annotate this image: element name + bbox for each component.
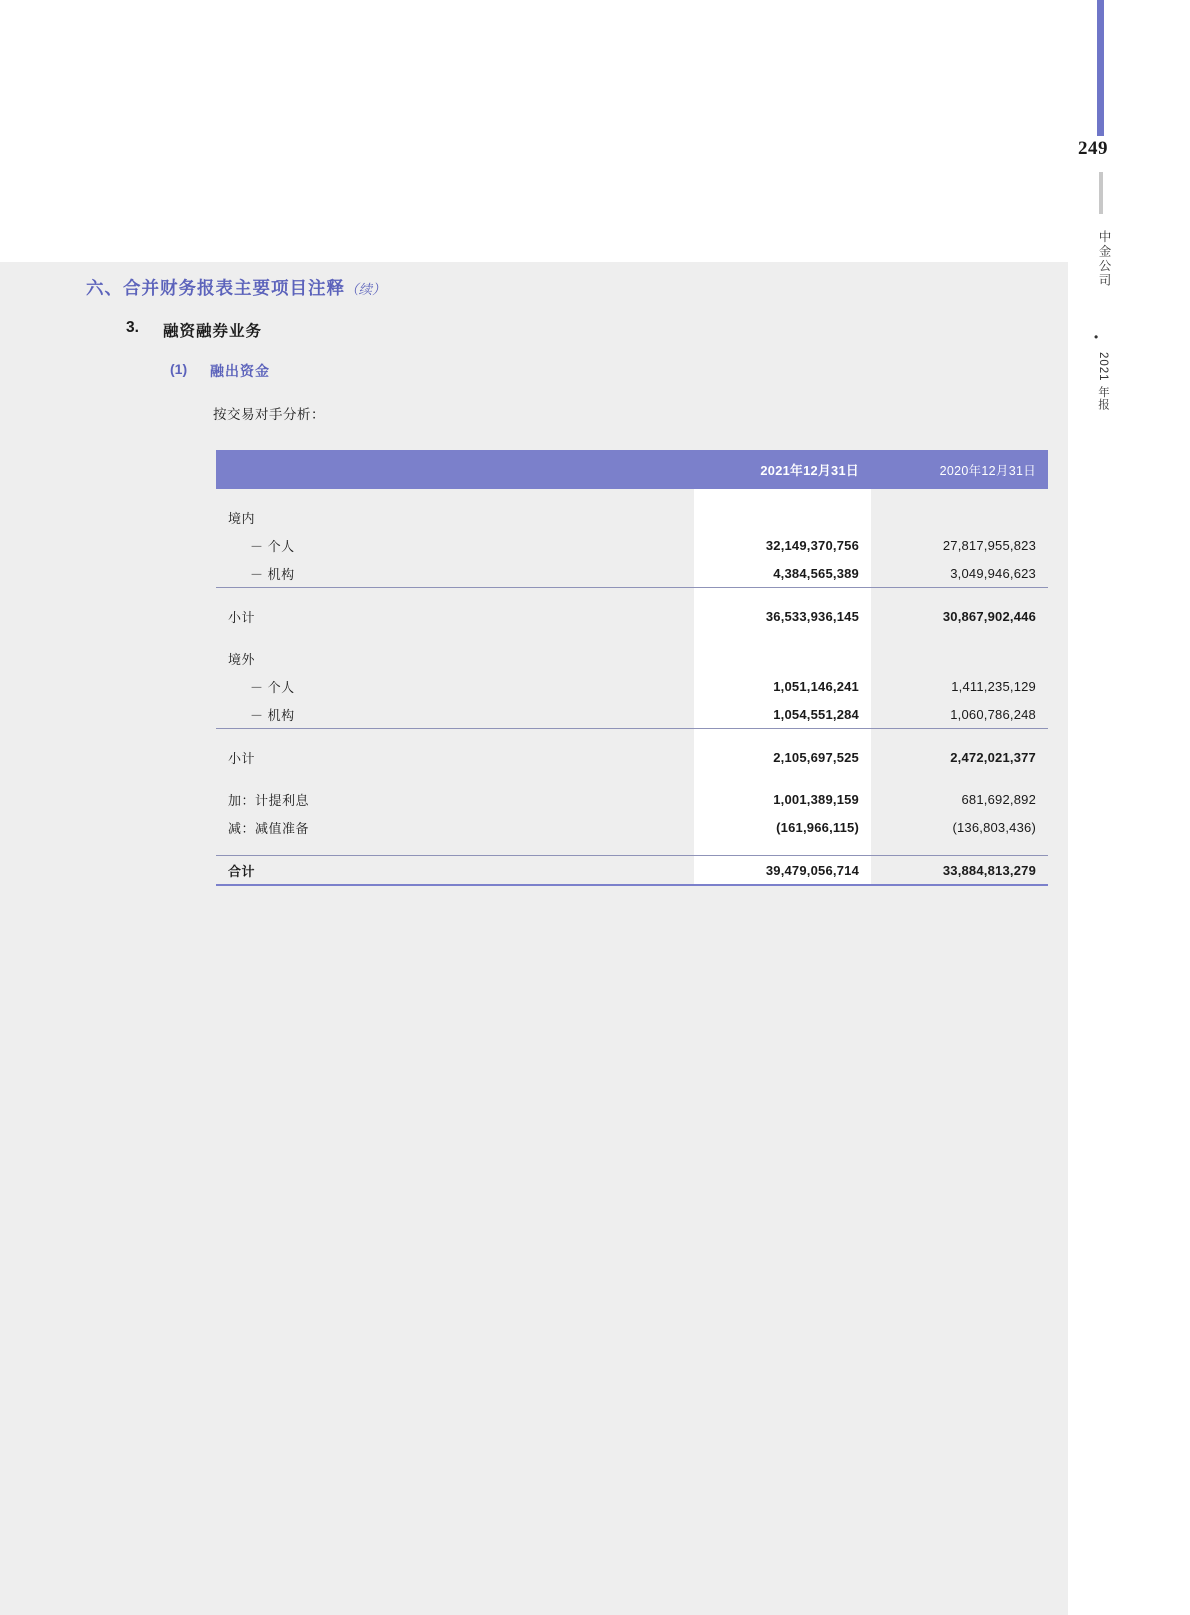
- row-value-2020: (136,803,436): [952, 819, 1036, 835]
- table-row: [216, 856, 1048, 886]
- spacer-cell: [694, 841, 871, 856]
- spacer-cell: [871, 630, 1048, 644]
- spacer-cell: [871, 588, 1048, 603]
- spacer-cell: [871, 489, 1048, 503]
- table-spacer-row: [216, 729, 1048, 744]
- row-value-2020: [871, 644, 1048, 672]
- spacer-cell: [694, 588, 871, 603]
- row-label: 合计: [216, 856, 694, 886]
- row-value-2021: (161,966,115): [694, 813, 871, 841]
- row-value-2020: 30,867,902,446: [942, 608, 1036, 624]
- spacer-cell: [694, 729, 871, 744]
- table-row: [216, 602, 1048, 630]
- table-row: [216, 813, 1048, 841]
- spacer-cell: [694, 489, 871, 503]
- row-value-2021: 36,533,936,145: [694, 602, 871, 630]
- table-row: [216, 700, 1048, 729]
- row-value-2020: 681,692,892: [961, 791, 1036, 807]
- table-spacer-row: [216, 841, 1048, 856]
- financial-table-wrapper: [216, 450, 1048, 886]
- row-value-2020: 27,817,955,823: [942, 537, 1036, 553]
- row-label: 减：减值准备: [228, 820, 310, 836]
- row-label: － 机构: [216, 559, 694, 588]
- spacer-cell: [216, 729, 694, 744]
- row-value-2021: 32,149,370,756: [694, 531, 871, 559]
- table-body: [216, 489, 1048, 885]
- spacer-cell: [871, 771, 1048, 785]
- row-label: 小计: [228, 609, 256, 625]
- row-value-2021: 4,384,565,389: [694, 559, 871, 588]
- section-heading-continued: （续）: [345, 282, 386, 297]
- row-value-2020: 1,060,786,248: [871, 700, 1048, 729]
- spacer-cell: [216, 630, 694, 644]
- row-label: － 机构: [216, 700, 694, 729]
- table-row: [216, 672, 1048, 700]
- side-company-label: 中金公司: [1097, 230, 1111, 288]
- table-row: [216, 531, 1048, 559]
- spacer-cell: [694, 630, 871, 644]
- table-row: [216, 559, 1048, 588]
- table-spacer-row: [216, 489, 1048, 503]
- table-spacer-row: [216, 588, 1048, 603]
- row-value-2021: [694, 644, 871, 672]
- side-separator: •: [1094, 330, 1099, 344]
- edge-accent-bar: [1097, 0, 1104, 136]
- table-spacer-row: [216, 630, 1048, 644]
- section-heading: [86, 275, 386, 300]
- row-value-2021: [694, 503, 871, 531]
- spacer-cell: [871, 841, 1048, 856]
- item-title: 融资融券业务: [163, 323, 263, 340]
- row-value-2021: 2,105,697,525: [694, 743, 871, 771]
- row-value-2020: [871, 503, 1048, 531]
- section-heading-text: 六、合并财务报表主要项目注释: [86, 278, 345, 298]
- table-spacer-row: [216, 771, 1048, 785]
- lead-text: 按交易对手分析：: [213, 407, 325, 422]
- row-value-2021: 1,054,551,284: [694, 700, 871, 729]
- table-row: [216, 644, 1048, 672]
- table-row: [216, 743, 1048, 771]
- row-label: 加：计提利息: [228, 792, 310, 808]
- row-value-2020: 2,472,021,377: [950, 749, 1036, 765]
- row-value-2021: 1,051,146,241: [694, 672, 871, 700]
- table-header: [216, 450, 1048, 489]
- subitem-number: (1): [170, 361, 188, 377]
- spacer-cell: [694, 771, 871, 785]
- row-label: － 个人: [250, 538, 295, 554]
- edge-gray-bar: [1099, 172, 1103, 214]
- row-label: 境外: [228, 651, 256, 667]
- table-header-row: [216, 450, 1048, 489]
- row-label: － 个人: [250, 679, 295, 695]
- spacer-cell: [216, 588, 694, 603]
- column-header-2020: 2020年12月31日: [871, 450, 1048, 489]
- financial-table: [216, 450, 1048, 886]
- row-value-2020: 3,049,946,623: [871, 559, 1048, 588]
- table-row: [216, 503, 1048, 531]
- page-number: 249: [1078, 138, 1108, 159]
- column-header-2021: 2021年12月31日: [694, 450, 871, 489]
- item-number: 3.: [126, 319, 139, 336]
- side-year-label: 2021 年报: [1097, 352, 1109, 411]
- spacer-cell: [871, 729, 1048, 744]
- row-label: 境内: [228, 510, 256, 526]
- row-label: 小计: [228, 750, 256, 766]
- spacer-cell: [216, 489, 694, 503]
- spacer-cell: [216, 841, 694, 856]
- subitem-title: 融出资金: [210, 363, 270, 379]
- table-row: [216, 785, 1048, 813]
- row-value-2021: 1,001,389,159: [694, 785, 871, 813]
- row-value-2021: 39,479,056,714: [694, 856, 871, 886]
- row-value-2020: 33,884,813,279: [871, 856, 1048, 886]
- spacer-cell: [216, 771, 694, 785]
- row-value-2020: 1,411,235,129: [951, 678, 1036, 694]
- column-header-label: [216, 450, 694, 489]
